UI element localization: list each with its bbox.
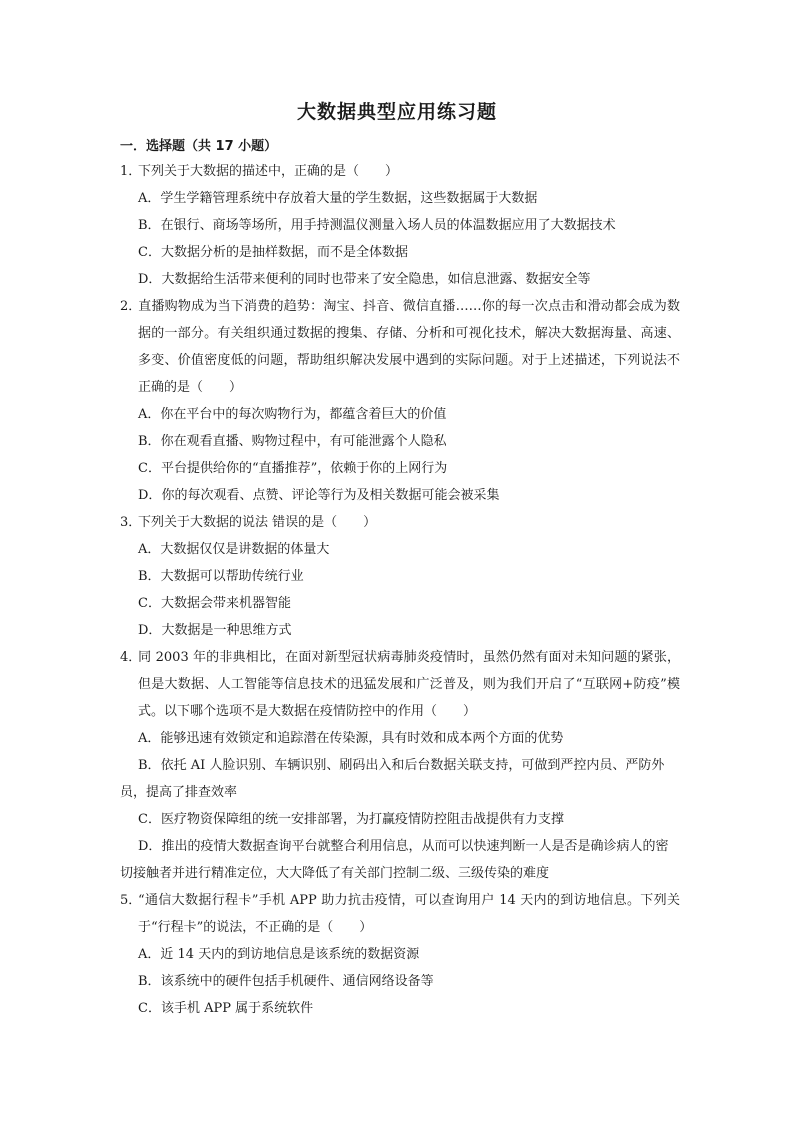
option-b	[120, 428, 680, 455]
question-2	[120, 293, 680, 509]
option-letter: C．	[138, 1001, 161, 1016]
option-a	[120, 185, 680, 212]
option-letter: A．	[138, 191, 161, 206]
option-letter: B．	[138, 758, 161, 773]
option-c	[120, 806, 680, 833]
option-letter: D．	[138, 839, 162, 854]
option-text: 大数据可以帮助传统行业	[160, 569, 304, 584]
question-text: 下列关于大数据的描述中，正确的是（ ）	[138, 164, 399, 179]
option-c	[120, 455, 680, 482]
question-number: 3．	[120, 515, 142, 530]
option-b	[120, 752, 680, 806]
option-letter: D．	[138, 272, 162, 287]
option-letter: D．	[138, 623, 162, 638]
option-letter: C．	[138, 596, 161, 611]
option-text: 大数据分析的是抽样数据，而不是全体数据	[160, 245, 408, 260]
option-letter: A．	[138, 731, 161, 746]
option-text: 医疗物资保障组的统一安排部署，为打赢疫情防控阻击战提供有力支撑	[160, 812, 564, 827]
option-b	[120, 212, 680, 239]
question-text: 直播购物成为当下消费的趋势：淘宝、抖音、微信直播……你的每一次点击和滑动都会成为数据的一部分。有关组织通过数据的搜集、存储、分析和可视化技术，解决大数据海量、高速、多变、价值密度低的问题，帮助组织解决发展中遇到的实际问题。对于上述描述，下列说法不正确的是（ ）	[138, 299, 680, 395]
question-5	[120, 887, 680, 1022]
option-d	[120, 266, 680, 293]
option-letter: C．	[138, 245, 161, 260]
question-stem	[120, 644, 680, 725]
option-text: 推出的疫情大数据查询平台就整合利用信息，从而可以快速判断一人是否是确诊病人的密切接触者并进行精准定位，大大降低了有关部门控制二级、三级传染的难度	[120, 839, 669, 881]
option-letter: B．	[138, 218, 161, 233]
option-letter: A．	[138, 542, 161, 557]
option-a	[120, 941, 680, 968]
option-text: 依托 AI 人脸识别、车辆识别、刷码出入和后台数据关联支持，可做到严控内员、严防外员，提高了排查效率	[120, 758, 665, 800]
option-text: 学生学籍管理系统中存放着大量的学生数据，这些数据属于大数据	[160, 191, 538, 206]
option-text: 该系统中的硬件包括手机硬件、通信网络设备等	[160, 974, 434, 989]
option-text: 近 14 天内的到访地信息是该系统的数据资源	[160, 947, 420, 962]
question-3	[120, 509, 680, 644]
option-text: 该手机 APP 属于系统软件	[160, 1001, 314, 1016]
option-text: 能够迅速有效锁定和追踪潜在传染源，具有时效和成本两个方面的优势	[160, 731, 564, 746]
question-text: 下列关于大数据的说法 错误的是（ ）	[138, 515, 377, 530]
question-number: 5．	[120, 893, 142, 908]
question-stem	[120, 887, 680, 941]
option-letter: A．	[138, 947, 161, 962]
question-text: 同 2003 年的非典相比，在面对新型冠状病毒肺炎疫情时，虽然仍然有面对未知问题的紧张，但是大数据、人工智能等信息技术的迅猛发展和广泛普及，则为我们开启了“互联网+防疫”模式。以下哪个选项不是大数据在疫情防控中的作用（ ）	[138, 650, 680, 719]
question-text: “通信大数据行程卡”手机 APP 助力抗击疫情，可以查询用户 14 天内的到访地信息。下列关于“行程卡”的说法，不正确的是（ ）	[138, 893, 680, 935]
option-text: 在银行、商场等场所，用手持测温仪测量入场人员的体温数据应用了大数据技术	[160, 218, 616, 233]
option-letter: B．	[138, 569, 161, 584]
option-letter: B．	[138, 434, 161, 449]
option-d	[120, 617, 680, 644]
question-stem	[120, 158, 680, 185]
section-heading: 一．选择题（共 17 小题）	[120, 139, 278, 154]
question-4	[120, 644, 680, 887]
option-letter: C．	[138, 461, 161, 476]
option-c	[120, 590, 680, 617]
question-list	[120, 158, 680, 1022]
option-a	[120, 725, 680, 752]
option-d	[120, 482, 680, 509]
option-b	[120, 563, 680, 590]
option-text: 平台提供给你的“直播推荐”，依赖于你的上网行为	[160, 461, 448, 476]
question-stem	[120, 509, 680, 536]
option-text: 大数据会带来机器智能	[160, 596, 291, 611]
option-text: 大数据是一种思维方式	[161, 623, 292, 638]
option-d	[120, 833, 680, 887]
question-1	[120, 158, 680, 293]
option-c	[120, 995, 680, 1022]
option-b	[120, 968, 680, 995]
option-c	[120, 239, 680, 266]
option-text: 大数据给生活带来便利的同时也带来了安全隐患，如信息泄露、数据安全等	[161, 272, 591, 287]
question-number: 2．	[120, 299, 142, 314]
option-text: 你在观看直播、购物过程中，有可能泄露个人隐私	[160, 434, 447, 449]
question-stem	[120, 293, 680, 401]
option-letter: A．	[138, 407, 161, 422]
option-text: 大数据仅仅是讲数据的体量大	[160, 542, 330, 557]
option-text: 你在平台中的每次购物行为，都蕴含着巨大的价值	[160, 407, 447, 422]
option-text: 你的每次观看、点赞、评论等行为及相关数据可能会被采集	[161, 488, 500, 503]
option-letter: D．	[138, 488, 162, 503]
option-a	[120, 536, 680, 563]
option-letter: C．	[138, 812, 161, 827]
option-a	[120, 401, 680, 428]
question-number: 1．	[120, 164, 142, 179]
option-letter: B．	[138, 974, 161, 989]
question-number: 4．	[120, 650, 142, 665]
page-title: 大数据典型应用练习题	[296, 101, 497, 123]
